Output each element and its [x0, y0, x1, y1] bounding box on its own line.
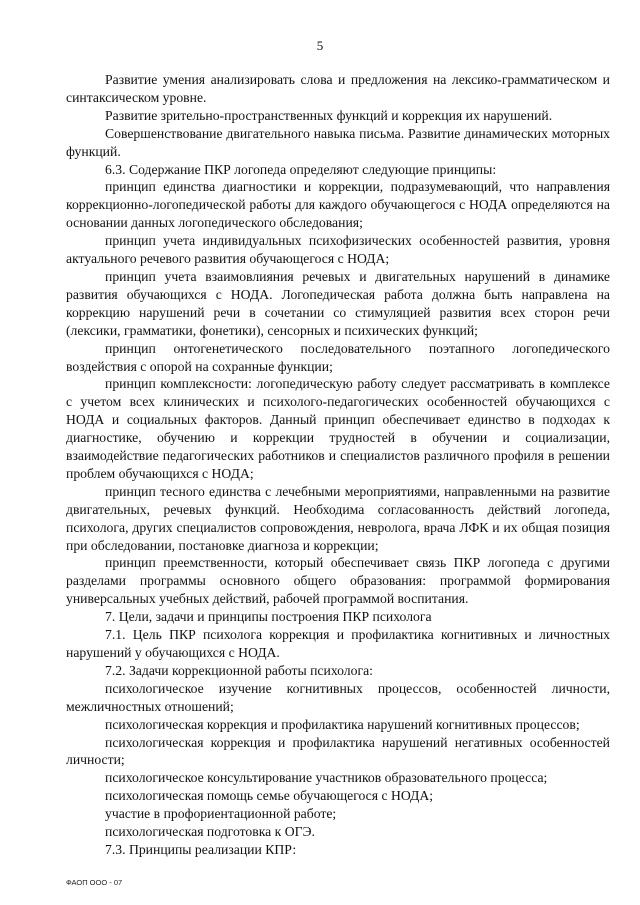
- task-career-guidance: участие в профориентационной работе;: [105, 806, 337, 822]
- footer-document-code: ФАОП ООО - 07: [66, 878, 123, 887]
- section-7-heading: 7. Цели, задачи и принципы построения ПКР психолога: [105, 609, 432, 625]
- paragraph-visual-spatial: Развитие зрительно-пространственных функций и коррекция их нарушений.: [105, 107, 553, 123]
- body-text: [66, 71, 610, 859]
- section-6-3-heading: 6.3. Содержание ПКР логопеда определяют следующие принципы:: [105, 161, 497, 177]
- task-family-help: психологическая помощь семье обучающегося с НОДА;: [105, 788, 434, 804]
- paragraph-lexico-grammatical: Развитие умения анализировать слова и предложения на лексико-грамматическом и синтаксическом уровне.: [66, 72, 610, 105]
- principle-medical-unity: принцип тесного единства с лечебными мероприятиями, направленными на развитие двигательных, речевых функций. Необходима согласованность действий логопеда, психолога, других специалистов сопровождения, невролога, врача ЛФК и их общая позиция при обследовании, постановке диагноза и коррекции;: [66, 483, 610, 553]
- task-personality-correction: психологическая коррекция и профилактика нарушений негативных особенностей личности;: [66, 734, 610, 768]
- principle-ontogenetic: принцип онтогенетического последовательного поэтапного логопедического воздействия с опорой на сохранные функции;: [66, 340, 610, 374]
- section-7-3-heading: 7.3. Принципы реализации КПР:: [105, 841, 297, 857]
- principle-speech-motor-interaction: принцип учета взаимовлияния речевых и двигательных нарушений в динамике развития обучающихся с НОДА. Логопедическая работа должна быть направлена на коррекцию нарушений речи в сочетании со стимуляцией развития всех сторон речи (лексики, грамматики, фонетики), сенсорных и психических функций;: [66, 268, 610, 338]
- task-psych-study: психологическое изучение когнитивных процессов, особенностей личности, межличностных отношений;: [66, 680, 610, 714]
- principle-complexity: принцип комплексности: логопедическую работу следует рассматривать в комплексе с учетом всех клинических и психолого-педагогических особенностей обучающихся с НОДА и социальных факторов. Данный принцип обеспечивает единство в подходах к диагностике, обучению и коррекции трудностей в обучении и социализации, взаимодействие педагогических работников и специалистов различного профиля в решении проблем обучающихся с НОДА;: [66, 376, 610, 481]
- section-7-1-goal: 7.1. Цель ПКР психолога коррекция и профилактика когнитивных и личностных нарушений у обучающихся с НОДА.: [66, 627, 610, 660]
- principle-diagnostics-correction: принцип единства диагностики и коррекции, подразумевающий, что направления коррекционно-логопедической работы для каждого обучающегося с НОДА определяются на основании данных логопедического обследования;: [66, 179, 610, 231]
- section-7-2-heading: 7.2. Задачи коррекционной работы психолога:: [105, 662, 373, 678]
- task-exam-preparation: психологическая подготовка к ОГЭ.: [105, 824, 315, 840]
- paragraph-writing-motor: Совершенствование двигательного навыка письма. Развитие динамических моторных функций.: [66, 125, 610, 159]
- page-number: 5: [316, 38, 324, 53]
- principle-individual-features: принцип учета индивидуальных психофизических особенностей развития, уровня актуального речевого развития обучающегося с НОДА;: [66, 233, 610, 267]
- task-cognitive-correction: психологическая коррекция и профилактика нарушений когнитивных процессов;: [105, 716, 580, 732]
- task-consulting: психологическое консультирование участников образовательного процесса;: [105, 770, 548, 786]
- principle-continuity: принцип преемственности, который обеспечивает связь ПКР логопеда с другими разделами программы основного общего образования: программой формирования универсальных учебных действий, рабочей программой воспитания.: [66, 555, 610, 607]
